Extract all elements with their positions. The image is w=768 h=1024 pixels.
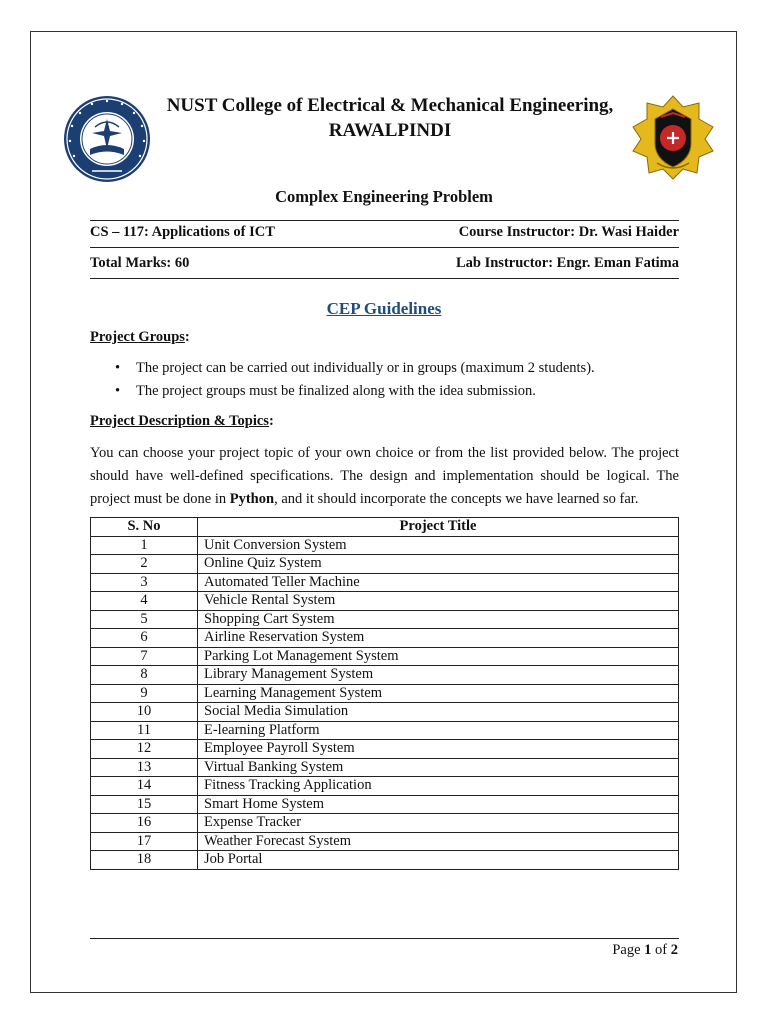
project-description-heading — [90, 413, 274, 430]
college-name-line1: NUST College of Electrical & Mechanical Engineering, — [166, 95, 614, 116]
cell-project-title: Virtual Banking System — [198, 758, 679, 777]
cell-project-title: Online Quiz System — [198, 555, 679, 574]
cell-sno: 18 — [91, 851, 198, 870]
cell-project-title: Expense Tracker — [198, 814, 679, 833]
cell-project-title: Library Management System — [198, 666, 679, 685]
table-row — [91, 536, 679, 555]
cell-sno: 1 — [91, 536, 198, 555]
paragraph-part2: , and it should incorporate the concepts we have learned so far. — [274, 491, 639, 507]
cell-project-title: E-learning Platform — [198, 721, 679, 740]
cell-sno: 5 — [91, 610, 198, 629]
list-item — [112, 380, 672, 403]
page-number — [90, 942, 678, 959]
table-row — [91, 555, 679, 574]
list-item-text: The project groups must be finalized along with the idea submission. — [136, 383, 536, 399]
table-row — [91, 814, 679, 833]
table-row — [91, 758, 679, 777]
table-row — [91, 666, 679, 685]
document-title: Complex Engineering Problem — [275, 187, 493, 206]
list-item-text: The project can be carried out individually or in groups (maximum 2 students). — [136, 360, 595, 376]
project-groups-heading-colon: : — [184, 329, 190, 345]
project-groups-heading-text: Project Groups — [90, 329, 185, 345]
cell-sno: 6 — [91, 629, 198, 648]
cell-sno: 7 — [91, 647, 198, 666]
table-header-row — [91, 518, 679, 537]
table-row — [91, 721, 679, 740]
cell-project-title: Airline Reservation System — [198, 629, 679, 648]
bullet-icon: • — [115, 383, 121, 399]
cell-sno: 14 — [91, 777, 198, 796]
cell-project-title: Job Portal — [198, 851, 679, 870]
cell-project-title: Vehicle Rental System — [198, 592, 679, 611]
cell-sno: 4 — [91, 592, 198, 611]
page-current: 1 — [644, 942, 652, 958]
project-description-heading-colon: : — [268, 413, 274, 429]
table-body — [91, 536, 679, 869]
cell-sno: 8 — [91, 666, 198, 685]
cell-project-title: Social Media Simulation — [198, 703, 679, 722]
page-total: 2 — [670, 942, 678, 958]
cell-project-title: Unit Conversion System — [198, 536, 679, 555]
cell-sno: 10 — [91, 703, 198, 722]
page-of: of — [655, 942, 668, 958]
cell-project-title: Shopping Cart System — [198, 610, 679, 629]
course-instructor: Course Instructor: Dr. Wasi Haider — [458, 224, 679, 240]
footer-divider — [90, 938, 679, 939]
divider-bottom — [90, 278, 679, 279]
total-marks: Total Marks: 60 — [90, 255, 190, 271]
table-row — [91, 832, 679, 851]
cell-project-title: Learning Management System — [198, 684, 679, 703]
table-row — [91, 703, 679, 722]
table-row — [91, 629, 679, 648]
marks-info-row — [90, 255, 679, 272]
paragraph-python: Python — [229, 491, 275, 507]
divider-middle — [90, 247, 679, 248]
project-topics-table — [90, 517, 679, 870]
table-row — [91, 795, 679, 814]
university-seal-icon — [62, 93, 152, 185]
table-row — [91, 647, 679, 666]
lab-instructor: Lab Instructor: Engr. Eman Fatima — [455, 255, 679, 271]
project-groups-heading — [90, 329, 190, 346]
paragraph-part1: You can choose your project topic of your own choice or from the list provided below. The project should have well-defined specifications. The design and implementation should be logical. The project must be done in — [90, 445, 679, 507]
column-header-title: Project Title — [198, 518, 679, 537]
cell-sno: 13 — [91, 758, 198, 777]
cell-sno: 17 — [91, 832, 198, 851]
course-info-row — [90, 224, 679, 241]
cell-sno: 15 — [91, 795, 198, 814]
cell-sno: 12 — [91, 740, 198, 759]
course-code: CS – 117: Applications of ICT — [90, 224, 275, 240]
cell-project-title: Employee Payroll System — [198, 740, 679, 759]
table-row — [91, 740, 679, 759]
project-groups-list — [112, 357, 672, 403]
project-description-heading-text: Project Description & Topics — [90, 413, 269, 429]
cell-sno: 9 — [91, 684, 198, 703]
guidelines-title: CEP Guidelines — [326, 299, 442, 318]
cell-sno: 16 — [91, 814, 198, 833]
college-name-line2: RAWALPINDI — [328, 120, 452, 141]
project-description-paragraph — [90, 442, 679, 511]
table-row — [91, 684, 679, 703]
cell-project-title: Parking Lot Management System — [198, 647, 679, 666]
table-row — [91, 592, 679, 611]
cell-project-title: Automated Teller Machine — [198, 573, 679, 592]
list-item — [112, 357, 672, 380]
cell-project-title: Weather Forecast System — [198, 832, 679, 851]
column-header-sno: S. No — [91, 518, 198, 537]
table-row — [91, 777, 679, 796]
cell-project-title: Fitness Tracking Application — [198, 777, 679, 796]
table-row — [91, 851, 679, 870]
college-crest-icon — [627, 93, 719, 181]
college-name — [150, 93, 630, 143]
divider-top — [90, 220, 679, 221]
cell-sno: 3 — [91, 573, 198, 592]
table-row — [91, 573, 679, 592]
cell-project-title: Smart Home System — [198, 795, 679, 814]
table-row — [91, 610, 679, 629]
cell-sno: 11 — [91, 721, 198, 740]
bullet-icon: • — [115, 360, 121, 376]
cell-sno: 2 — [91, 555, 198, 574]
page-word: Page — [612, 942, 641, 958]
